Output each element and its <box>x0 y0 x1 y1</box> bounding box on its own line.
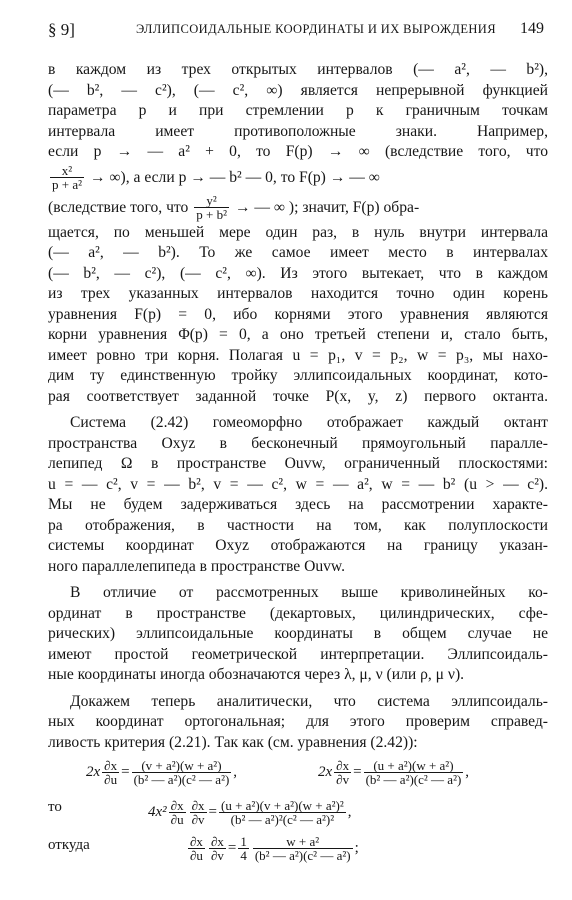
text-line: u = — c², v = — b², v = — c², w = — a², w = — b² (u > — c²). <box>48 475 548 493</box>
text-line: рая соответствует заданной точке P(x, y, z) первого октанта. <box>48 387 548 405</box>
text-line: из трех указанных интервалов находится точно один корень <box>48 285 548 302</box>
equation-part: 2x $\frac{\partial x}{\partial v}$ = $\frac{\text{(u + a²)(w + a²)}}{\text{(b² — a²)(c² — a²)}}$ , <box>318 758 470 787</box>
text-line: пространства Oxyz в бесконечный прямоугольный паралле- <box>48 434 548 452</box>
text-line: В отличие от рассмотренных выше криволинейных ко- <box>70 584 548 601</box>
page-number: 149 <box>520 20 544 37</box>
paragraph-2 <box>48 413 548 577</box>
inline-fraction: $\frac{\text{x²}}{\text{p + a²}}$ <box>52 163 82 193</box>
chapter-title: ЭЛЛИПСОИДАЛЬНЫЕ КООРДИНАТЫ И ИХ ВЫРОЖДЕНИЯ <box>136 22 496 36</box>
paragraph-3 <box>48 583 548 686</box>
equation-label: то <box>48 799 62 815</box>
text-line: (— a², — b²). То же самое имеет место в интервалах <box>48 244 548 261</box>
equation-label: откуда <box>48 837 90 853</box>
text-line: Мы не будем задерживаться здесь на рассмотрении характе- <box>48 496 548 513</box>
equation-1 <box>48 759 548 793</box>
text-span: (вследствие того, что <box>48 198 189 216</box>
inline-fraction: $\frac{\text{y²}}{\text{p + b²}}$ <box>196 193 227 223</box>
paragraph-4 <box>48 692 548 754</box>
text-line: ного параллелепипеда в пространстве Ouvw. <box>48 557 346 575</box>
equation-part: $\frac{\partial x}{\partial u}$ $\frac{\partial x}{\partial v}$ = $\frac{1}{4}$ $\frac{\text{w + a²}}{\text{(b² — a²)(c² — a²)}}$ ; <box>190 834 359 863</box>
text-line: ра отображения, в частности на том, как полуплоскости <box>48 516 548 534</box>
text-line: параметра p и при стремлении p к граничным точкам <box>48 102 548 119</box>
text-line: ливость критерия (2.21). Так как (см. уравнения (2.42)): <box>48 733 418 751</box>
text-line: если p → — a² + 0, то F(p) → ∞ (вследствие того, что <box>48 143 548 160</box>
equation-part: 4x² $\frac{\partial x}{\partial u}$ $\frac{\partial x}{\partial v}$ = $\frac{\text{(u + a²)(v + a²)(w + a²)²}}{\text{(b² — a²)²(c² — a²)²}}$ , <box>148 798 352 827</box>
text-line-with-fraction <box>48 163 548 193</box>
text-span: → ∞), а если p → — b² — 0, то F(p) → — ∞ <box>89 168 380 186</box>
equation-part: 2x $\frac{\partial x}{\partial u}$ = $\frac{\text{(v + a²)(w + a²)}}{\text{(b² — a²)(c² — a²)}}$ , <box>86 758 238 787</box>
text-line: корни уравнения Φ(p) = 0, а оно третьей степени и, стало быть, <box>48 326 548 343</box>
section-marker: § 9] <box>48 20 75 39</box>
text-span: → — ∞ ); значит, F(p) обра- <box>234 198 420 216</box>
text-line: (— b², — c²), (— c², ∞) является непрерывной функцией <box>48 81 548 99</box>
text-line: системы координат Oxyz отображаются на границу указан- <box>48 537 548 554</box>
text-line-with-fraction <box>48 193 548 223</box>
text-line: имеют простой геометрической интерпретации. Эллипсоидаль- <box>48 645 548 663</box>
text-line: щается, по меньшей мере один раз, в нуль внутри интервала <box>48 223 548 241</box>
text-line: имеет ровно три корня. Полагая u = p₁, v = p₂, w = p₃, мы нахо- <box>48 346 548 364</box>
text-line: (— b², — c²), (— c², ∞). Из этого вытекает, что в каждом <box>48 264 548 282</box>
paragraph-1 <box>48 60 548 407</box>
page-body <box>48 60 548 869</box>
text-line: интервала имеет противоположные знаки. Например, <box>48 122 548 140</box>
text-line: ординат в пространстве (декартовых, цилиндрических, сфе- <box>48 604 548 622</box>
equation-2 <box>48 793 548 831</box>
text-line: уравнения F(p) = 0, ибо корнями этого уравнения являются <box>48 305 548 323</box>
text-line: дим ту единственную тройку эллипсоидальных координат, кото- <box>48 367 548 384</box>
text-line: ные координаты иногда обозначаются через λ, μ, ν (или ρ, μ ν). <box>48 666 465 683</box>
text-line: ных координат ортогональная; для этого проверим справед- <box>48 713 548 730</box>
text-line: в каждом из трех открытых интервалов (— a², — b²), <box>48 61 548 78</box>
text-line: Система (2.42) гомеоморфно отображает каждый октант <box>70 414 548 431</box>
running-header <box>48 20 548 46</box>
equation-3 <box>48 831 548 869</box>
text-line: рических) эллипсоидальные координаты в общем случае не <box>48 625 548 642</box>
text-line: лепипед Ω в пространстве Ouvw, ограниченный плоскостями: <box>48 455 548 472</box>
text-line: Докажем теперь аналитически, что система эллипсоидаль- <box>70 692 548 710</box>
